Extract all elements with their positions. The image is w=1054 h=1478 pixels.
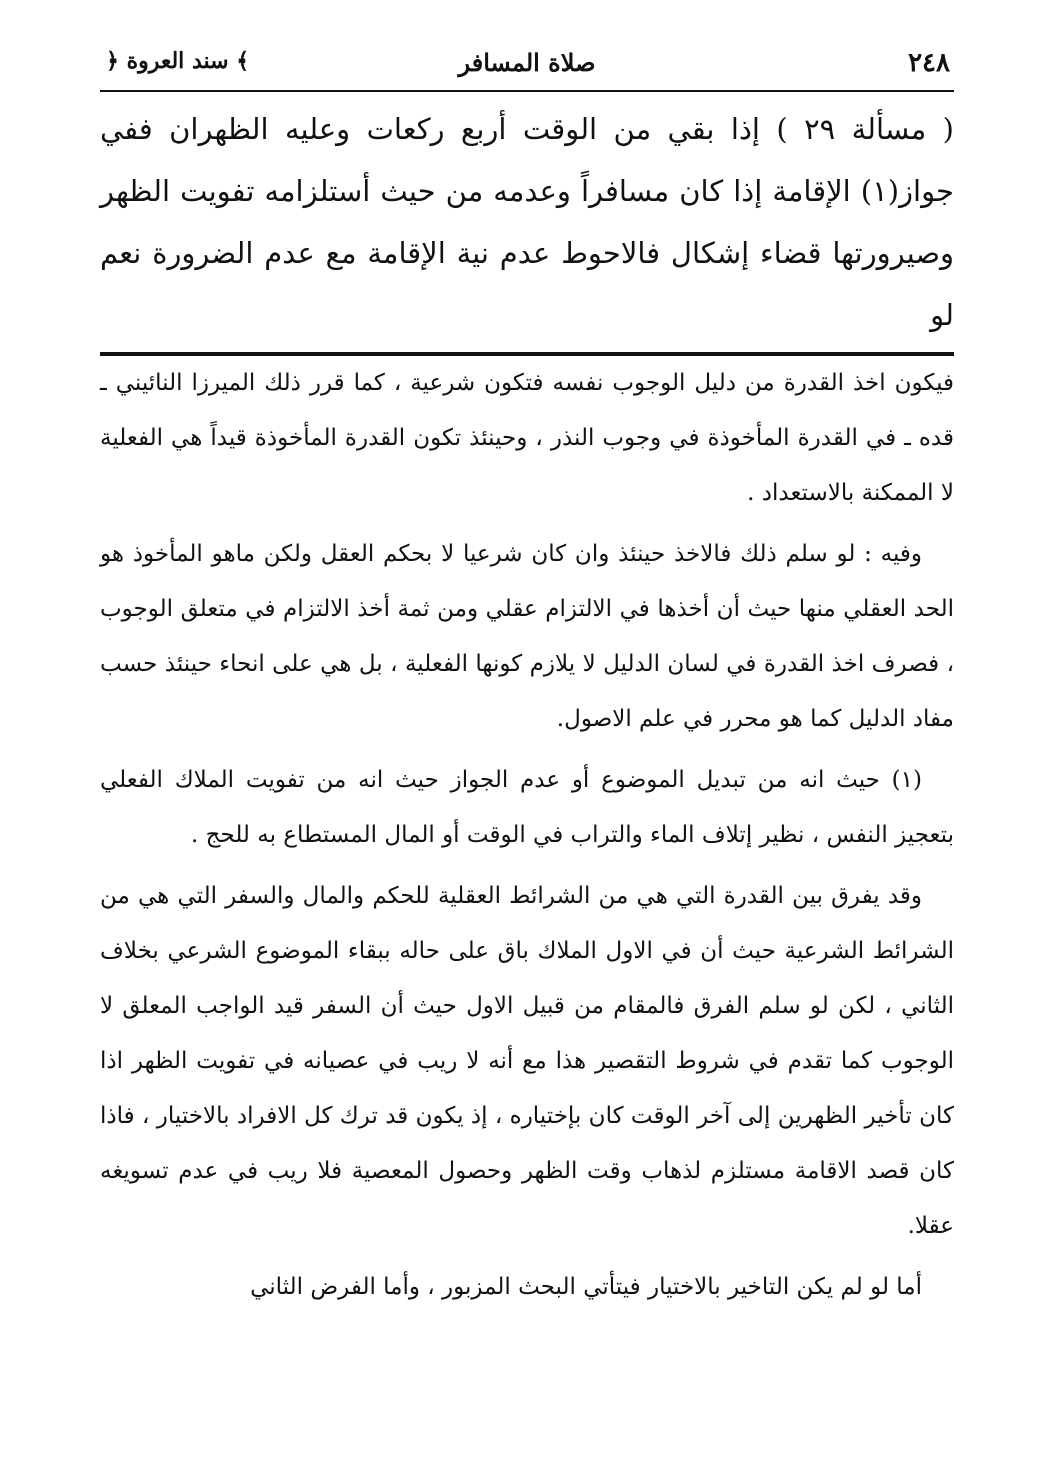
chapter-title: صلاة المسافر: [458, 48, 596, 77]
footnote-distinction: وقد يفرق بين القدرة التي هي من الشرائط العقلية للحكم والمال والسفر التي هي من الشرائط الشرعية حيث أن في الاول الملاك باق على حاله ببقاء الموضوع الشرعي بخلاف الثاني ، لكن لو سلم الفرق فالمقام من قبيل الاول حيث أن السفر قيد الواجب المعلق لا الوجوب كما تقدم في شروط التقصير هذا مع أنه لا ريب في عصيانه في تفويت الظهر اذا كان تأخير الظهرين إلى آخر الوقت كان بإختياره ، إذ يكون قد ترك كل الافراد بالاختيار ، فاذا كان قصد الاقامة مستلزم لذهاب وقت الظهر وحصول المعصية فلا ريب في عدم تسويغه عقلا.: [100, 883, 954, 1239]
page-number: ٢٤٨: [908, 48, 950, 78]
footnote-continuation: فيكون اخذ القدرة من دليل الوجوب نفسه فتكون شرعية ، كما قرر ذلك الميرزا النائيني ـ قده ـ في القدرة المأخوذة في وجوب النذر ، وحينئذ تكون القدرة المأخوذة قيداً هي الفعلية لا الممكنة بالاستعداد .: [100, 370, 954, 506]
book-title: ﴿ سند العروة ﴾: [106, 48, 250, 74]
footnote-1: (١) حيث انه من تبديل الموضوع أو عدم الجواز حيث انه من تفويت الملاك الفعلي بتعجيز النفس ، نظير إتلاف الماء والتراب في الوقت أو المال المستطاع به للحج .: [100, 767, 954, 848]
footnotes: [100, 356, 954, 1315]
footnote-second-case: أما لو لم يكن التاخير بالاختيار فيتأتي البحث المزبور ، وأما الفرض الثاني: [250, 1274, 922, 1300]
main-paragraph: ( مسألة ٢٩ ) إذا بقي من الوقت أربع ركعات وعليه الظهران ففي جواز(١) الإقامة إذا كان مسافراً وعدمه من حيث أستلزامه تفويت الظهر وصيرورتها قضاء إشكال فالاحوط عدم نية الإقامة مع عدم الضرورة نعم لو: [100, 112, 954, 332]
page-header: [100, 40, 954, 92]
footnote-objection: وفيه : لو سلم ذلك فالاخذ حينئذ وان كان شرعيا لا بحكم العقل ولكن ماهو المأخوذ هو الحد العقلي منها حيث أن أخذها في الالتزام عقلي ومن ثمة أخذ الالتزام في متعلق الوجوب ، فصرف اخذ القدرة في لسان الدليل لا يلازم كونها الفعلية ، بل هي على انحاء حينئذ حسب مفاد الدليل كما هو محرر في علم الاصول.: [100, 541, 954, 732]
main-text: [100, 98, 954, 346]
